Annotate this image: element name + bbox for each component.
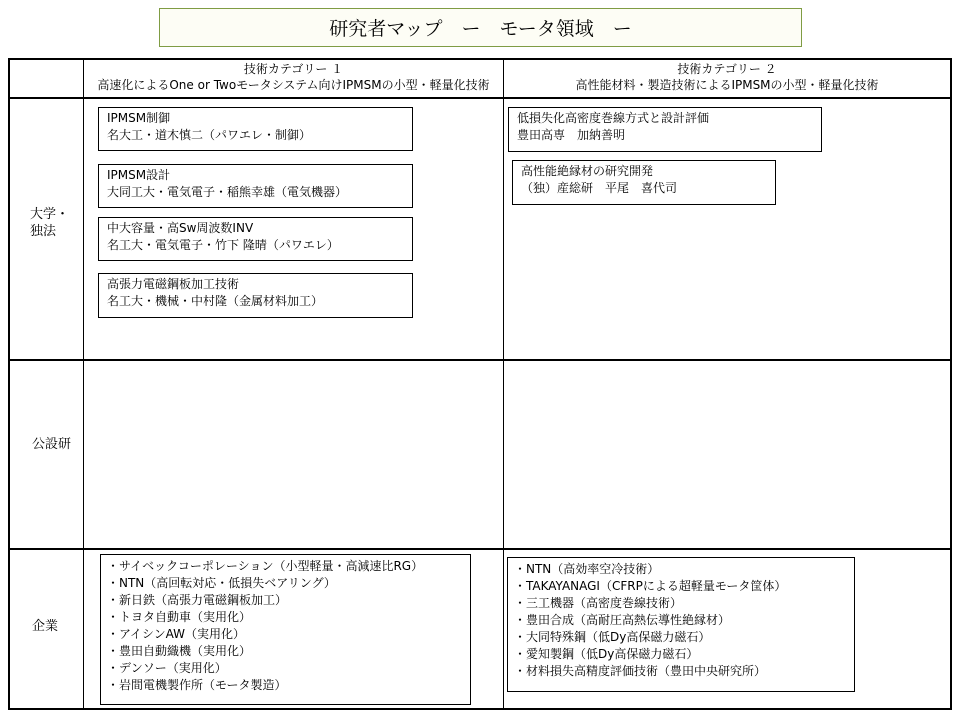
category-1-description: 高速化によるOne or Twoモータシステム向けIPMSMの小型・軽量化技術 — [97, 78, 490, 92]
company-list-category-2 — [507, 557, 855, 692]
company-item: ・サイベックコーポレーション（小型軽量・高減速比RG） — [107, 559, 424, 573]
researcher-name: 名大工・道木慎二（パワエレ・制御） — [107, 128, 312, 142]
company-item: ・豊田合成（高耐圧高熱伝導性絶縁材） — [514, 613, 731, 627]
company-item: ・三工機器（高密度巻線技術） — [514, 596, 683, 610]
researcher-box — [98, 217, 413, 261]
header-divider — [8, 97, 952, 99]
company-item: ・新日鉄（高張力電磁鋼板加工） — [107, 593, 288, 607]
research-topic: 高張力電磁鋼板加工技術 — [107, 277, 240, 291]
row-label-university-line1: 大学・ — [30, 207, 70, 222]
researcher-box — [98, 164, 413, 208]
researcher-box — [508, 107, 822, 152]
category-2-header — [504, 61, 950, 93]
row-label-university-line2: 独法 — [30, 224, 57, 239]
company-item: ・TAKAYANAGI（CFRPによる超軽量モータ筐体） — [514, 579, 787, 593]
researcher-box — [98, 107, 413, 151]
researcher-map-table — [8, 58, 952, 710]
researcher-name: 名工大・電気電子・竹下 隆晴（パワエレ） — [107, 238, 339, 252]
table-border-right — [950, 58, 952, 710]
table-border-top — [8, 58, 952, 60]
research-topic: IPMSM設計 — [107, 168, 171, 182]
researcher-name: 名工大・機械・中村隆（金属材料加工） — [107, 294, 324, 308]
company-item: ・愛知製鋼（低Dy高保磁力磁石） — [514, 647, 699, 661]
category-1-number: 技術カテゴリー １ — [243, 62, 344, 76]
research-topic: 高性能絶縁材の研究開発 — [521, 164, 654, 178]
research-topic: 中大容量・高Sw周波数INV — [107, 221, 254, 235]
category-1-header — [84, 61, 503, 93]
company-item: ・NTN（高効率空冷技術） — [514, 562, 660, 576]
row-divider-1 — [8, 359, 952, 361]
researcher-name: 大同工大・電気電子・稲熊幸雄（電気機器） — [107, 185, 348, 199]
company-item: ・岩間電機製作所（モータ製造） — [107, 678, 287, 692]
researcher-box — [98, 273, 413, 318]
row-label-university — [30, 206, 69, 240]
company-item: ・材料損失高精度評価技術（豊田中央研究所） — [514, 664, 767, 678]
table-border-bottom — [8, 708, 952, 710]
row-divider-2 — [8, 548, 952, 550]
company-item: ・デンソー（実用化） — [107, 661, 227, 675]
researcher-name: 豊田高専 加納善明 — [517, 128, 626, 142]
company-item: ・アイシンAW（実用化） — [107, 627, 246, 641]
category-column-divider — [503, 58, 504, 710]
researcher-name: （独）産総研 平尾 喜代司 — [521, 181, 678, 195]
company-item: ・豊田自動織機（実用化） — [107, 644, 252, 658]
row-label-public-lab: 公設研 — [32, 437, 72, 452]
category-2-number: 技術カテゴリー ２ — [677, 62, 777, 76]
company-item: ・大同特殊鋼（低Dy高保磁力磁石） — [514, 630, 711, 644]
company-list-category-1 — [100, 554, 471, 705]
category-2-description: 高性能材料・製造技術によるIPMSMの小型・軽量化技術 — [575, 78, 879, 92]
page-title: 研究者マップ ー モータ領域 ー — [329, 18, 632, 40]
researcher-box — [512, 160, 776, 205]
company-item: ・NTN（高回転対応・低損失ベアリング） — [107, 576, 336, 590]
research-topic: IPMSM制御 — [107, 111, 171, 125]
row-label-company: 企業 — [32, 619, 59, 634]
label-column-divider — [83, 58, 84, 710]
page-title-box — [159, 8, 802, 47]
company-item: ・トヨタ自動車（実用化） — [107, 610, 252, 624]
research-topic: 低損失化高密度巻線方式と設計評価 — [517, 111, 710, 125]
table-border-left — [8, 58, 10, 710]
